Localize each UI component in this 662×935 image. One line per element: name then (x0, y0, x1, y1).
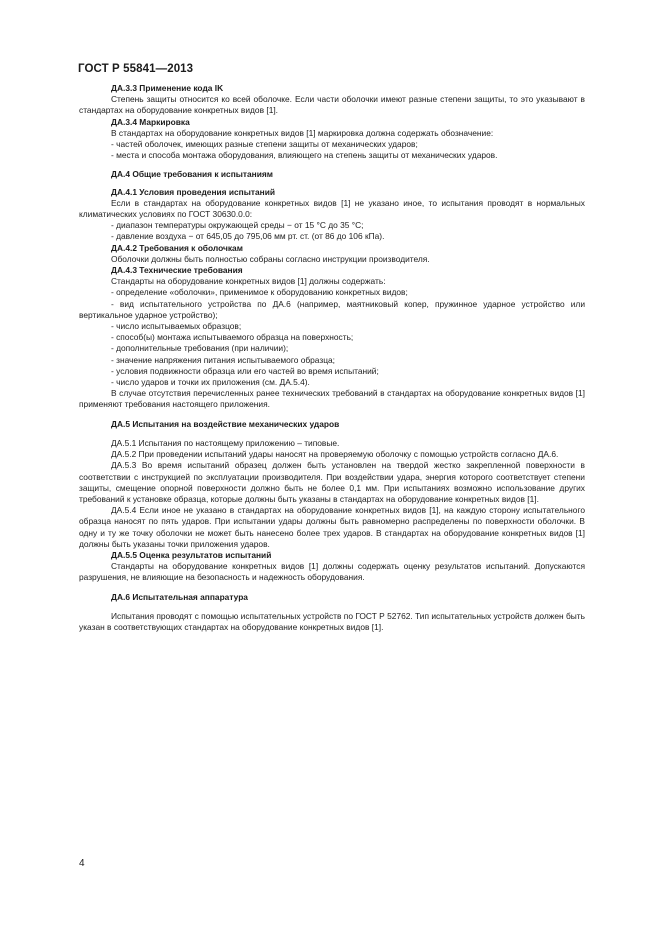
body-paragraph: - число испытываемых образцов; (111, 321, 242, 332)
body-paragraph: - давление воздуха − от 645,05 до 795,06 мм рт. ст. (от 86 до 106 кПа). (111, 231, 385, 242)
body-paragraph: - определение «оболочки», применимое к оборудованию конкретных видов; (111, 287, 408, 298)
section-heading: ДА.3.3 Применение кода IK (111, 83, 224, 93)
section-heading: ДА.5.5 Оценка результатов испытаний (111, 549, 272, 560)
document-header: ГОСТ Р 55841—2013 (78, 63, 194, 75)
body-paragraph: - способ(ы) монтажа испытываемого образца на поверхность; (111, 332, 354, 343)
body-paragraph: ДА.5.2 При проведении испытаний удары наносят на проверяемую оболочку с помощью устройств согласно ДА.6. (111, 449, 559, 460)
section-heading: ДА.5 Испытания на воздействие механических ударов (111, 418, 340, 429)
body-paragraph: - дополнительные требования (при наличии); (111, 343, 289, 354)
body-paragraph: Стандарты на оборудование конкретных видов [1] должны содержать оценку результатов испытаний. Допускаются разрушения, не влияющие на безопасность и надежность оборудования. (79, 561, 585, 583)
body-paragraph: Если в стандартах на оборудование конкретных видов [1] не указано иное, то испытания проводят в нормальных климатических условиях по ГОСТ 30630.0.0: (79, 197, 585, 220)
section-heading: ДА.6 Испытательная аппаратура (111, 591, 248, 602)
body-paragraph: В стандартах на оборудование конкретных видов [1] маркировка должна содержать обозначение: (111, 127, 494, 138)
body-paragraph: - места и способа монтажа оборудования, влияющего на степень защиты от механических ударов. (111, 150, 498, 161)
body-paragraph: Стандарты на оборудование конкретных видов [1] должны содержать: (111, 276, 386, 287)
body-paragraph: ДА.5.3 Во время испытаний образец должен быть установлен на твердой жестко закрепленной поверхности в соответствии с инструкцией по эксплуатации производителя. При воздействии удара, энергия которого соответствует степени защиты, смещение опорной поверхности должно быть не более 0,1 мм. При испытаниях возможно использование других требований к установке образца, которые должны быть указаны в стандартах на оборудование конкретных видов [1]. (79, 460, 585, 504)
body-paragraph: - частей оболочек, имеющих разные степени защиты от механических ударов; (111, 139, 418, 150)
section-heading: ДА.3.4 Маркировка (111, 116, 190, 127)
body-paragraph: - условия подвижности образца или его частей во время испытаний; (111, 365, 379, 376)
section-heading: ДА.4 Общие требования к испытаниям (111, 169, 273, 180)
document-body (79, 83, 585, 633)
body-paragraph: - диапазон температуры окружающей среды − от 15 °С до 35 °С; (111, 220, 364, 231)
body-paragraph: Испытания проводят с помощью испытательных устройств по ГОСТ Р 52762. Тип испытательных устройств должен быть указан в соответствующих стандартах на оборудование конкретных видов [1]. (79, 610, 585, 632)
body-paragraph: - значение напряжения питания испытываемого образца; (111, 354, 335, 365)
body-paragraph: Степень защиты относится ко всей оболочке. Если части оболочки имеют разные степени защиты, то это указывают в стандартах на оборудование конкретных видов [1]. (79, 94, 585, 116)
body-paragraph: ДА.5.4 Если иное не указано в стандартах на оборудование конкретных видов [1], на каждую сторону испытательного образца наносят по пять ударов. При испытании удары должны быть равномерно распределены по поверхности оболочки. В одну и ту же точку оболочки не может быть нанесено более трех ударов. В стандартах на оборудование конкретных видов [1] должны быть указаны точки приложения ударов. (79, 505, 585, 549)
body-paragraph: - число ударов и точки их приложения (см. ДА.5.4). (111, 377, 310, 388)
body-paragraph: В случае отсутствия перечисленных ранее технических требований в стандартах на оборудование конкретных видов [1] применяют требования настоящего приложения. (79, 388, 585, 410)
page-number: 4 (79, 858, 85, 869)
section-heading: ДА.4.3 Технические требования (111, 265, 243, 276)
body-paragraph: - вид испытательного устройства по ДА.6 (например, маятниковый копер, пружинное ударное устройство или вертикальное ударное устройство); (79, 298, 585, 320)
section-heading: ДА.4.1 Условия проведения испытаний (111, 186, 275, 197)
body-paragraph: ДА.5.1 Испытания по настоящему приложению – типовые. (111, 437, 340, 448)
body-paragraph: Оболочки должны быть полностью собраны согласно инструкции производителя. (111, 253, 430, 264)
section-heading: ДА.4.2 Требования к оболочкам (111, 242, 243, 253)
